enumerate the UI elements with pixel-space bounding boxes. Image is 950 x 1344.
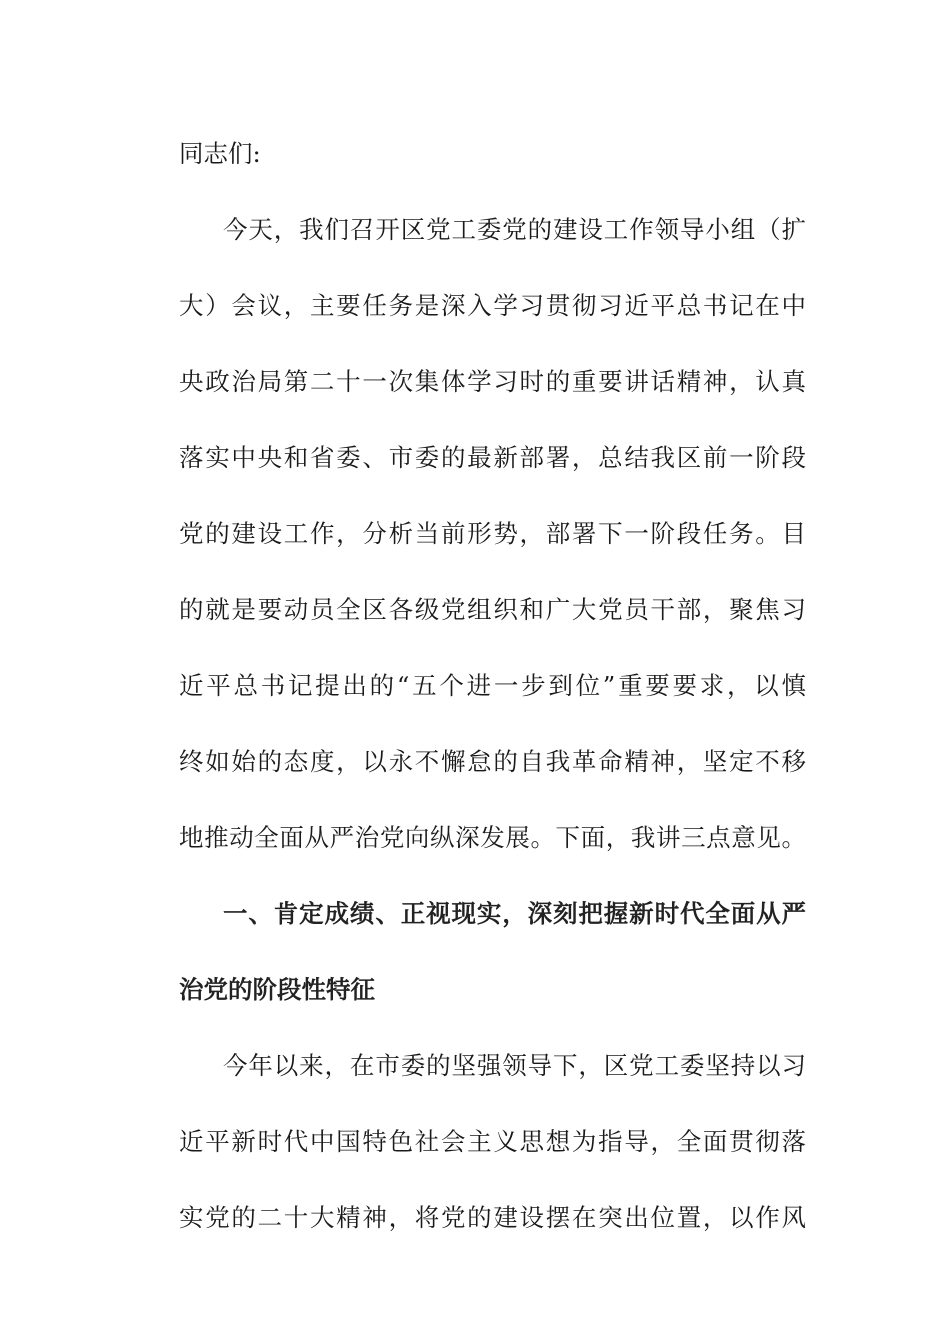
paragraph-line: 实党的二十大精神，将党的建设摆在突出位置，以作风 (179, 1203, 806, 1232)
paragraph-line: 终如始的态度，以永不懈怠的自我革命精神，坚定不移 (179, 747, 806, 776)
paragraph-line: 大）会议，主要任务是深入学习贯彻习近平总书记在中 (179, 291, 806, 320)
document-body (179, 116, 806, 1256)
paragraph-intro (179, 192, 806, 876)
paragraph-line: 的就是要动员全区各级党组织和广大党员干部，聚焦习 (179, 595, 806, 624)
paragraph-line: 今年以来，在市委的坚强领导下，区党工委坚持以习 (223, 1051, 806, 1080)
section-heading (179, 876, 806, 1028)
paragraph-line: 近平新时代中国特色社会主义思想为指导，全面贯彻落 (179, 1127, 806, 1156)
paragraph-line: 近平总书记提出的“五个进一步到位”重要要求，以慎 (179, 671, 806, 700)
salutation: 同志们: (179, 139, 261, 168)
paragraph-line: 地推动全面从严治党向纵深发展。下面，我讲三点意见。 (179, 823, 806, 852)
heading-line: 治党的阶段性特征 (179, 975, 375, 1004)
paragraph-line: 央政治局第二十一次集体学习时的重要讲话精神，认真 (179, 367, 806, 396)
paragraph-line: 落实中央和省委、市委的最新部署，总结我区前一阶段 (179, 443, 806, 472)
paragraph-achievements (179, 1028, 806, 1256)
heading-line: 一、肯定成绩、正视现实，深刻把握新时代全面从严 (223, 899, 806, 928)
paragraph-line: 党的建设工作，分析当前形势，部署下一阶段任务。目 (179, 519, 806, 548)
paragraph-line: 今天，我们召开区党工委党的建设工作领导小组（扩 (223, 215, 806, 244)
